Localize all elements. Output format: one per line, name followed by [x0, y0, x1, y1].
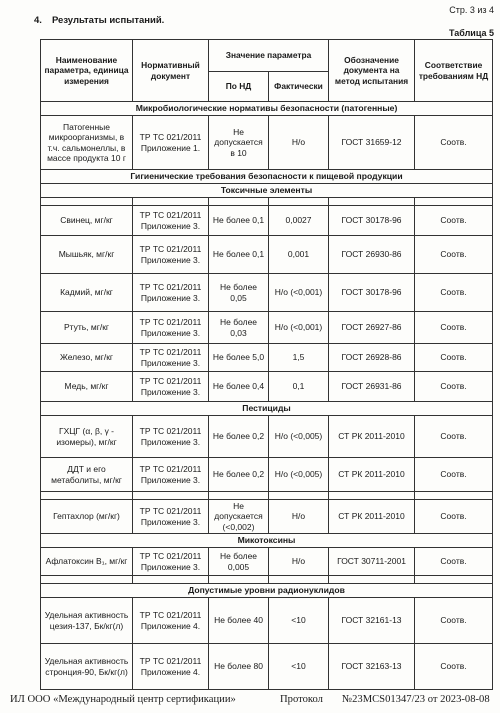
group-toxic: Токсичные элементы: [41, 184, 493, 198]
group-radio: Допустимые уровни радионуклидов: [41, 584, 493, 598]
cell-comp: Соотв.: [415, 116, 493, 170]
group-row: [41, 402, 493, 416]
group-mycotoxins: Микотоксины: [41, 534, 493, 548]
footer-protocol-label: Протокол: [280, 694, 323, 705]
cell-fact: Н/о (<0,001): [269, 274, 329, 312]
cell-nd: Не более 0,005: [209, 548, 269, 576]
group-micro: Микробиологические нормативы безопасности (патогенные): [41, 102, 493, 116]
cell-method: СТ РК 2011-2010: [329, 416, 415, 458]
cell-nd: Не более 0,4: [209, 372, 269, 402]
cell-nd: Не более 0,1: [209, 236, 269, 274]
table-row: [41, 312, 493, 344]
group-hygiene: Гигиенические требования безопасности к пищевой продукции: [41, 170, 493, 184]
table-row: [41, 344, 493, 372]
cell-param: Железо, мг/кг: [41, 344, 133, 372]
table-row: [41, 274, 493, 312]
cell-param: Медь, мг/кг: [41, 372, 133, 402]
cell-nd: Не более 0,05: [209, 274, 269, 312]
cell-fact: <10: [269, 644, 329, 690]
cell-nd: Не более 0,2: [209, 416, 269, 458]
cell-doc: ТР ТС 021/2011 Приложение 4.: [133, 598, 209, 644]
cell-comp: Соотв.: [415, 458, 493, 492]
table-row: [41, 206, 493, 236]
cell-fact: 0,001: [269, 236, 329, 274]
cell-param: Свинец, мг/кг: [41, 206, 133, 236]
cell-param: Афлатоксин B₁, мг/кг: [41, 548, 133, 576]
cell-param: Ртуть, мг/кг: [41, 312, 133, 344]
cell-doc: ТР ТС 021/2011 Приложение 1.: [133, 116, 209, 170]
cell-doc: ТР ТС 021/2011 Приложение 3.: [133, 274, 209, 312]
table-row: [41, 458, 493, 492]
cell-method: ГОСТ 30178-96: [329, 206, 415, 236]
cell-comp: Соотв.: [415, 274, 493, 312]
cell-comp: Соотв.: [415, 206, 493, 236]
results-table: [40, 39, 493, 690]
cell-fact: Н/о (<0,005): [269, 458, 329, 492]
footer-protocol-number: №23MCS01347/23 от 2023-08-08: [342, 694, 490, 705]
cell-fact: Н/о: [269, 500, 329, 534]
table-row: [41, 644, 493, 690]
header-by-nd: По НД: [209, 72, 269, 102]
cell-fact: <10: [269, 598, 329, 644]
table-row: [41, 500, 493, 534]
cell-doc: ТР ТС 021/2011 Приложение 3.: [133, 416, 209, 458]
group-pesticides: Пестициды: [41, 402, 493, 416]
header-method: Обозначение документа на метод испытания: [329, 40, 415, 102]
cell-doc: ТР ТС 021/2011 Приложение 4.: [133, 644, 209, 690]
group-row: [41, 534, 493, 548]
cell-comp: Соотв.: [415, 644, 493, 690]
cell-fact: 1,5: [269, 344, 329, 372]
header-value: Значение параметра: [209, 40, 329, 72]
cell-method: ГОСТ 26928-86: [329, 344, 415, 372]
cell-fact: Н/о (<0,005): [269, 416, 329, 458]
cell-doc: ТР ТС 021/2011 Приложение 3.: [133, 458, 209, 492]
cell-nd: Не более 0,2: [209, 458, 269, 492]
cell-method: ГОСТ 26927-86: [329, 312, 415, 344]
cell-param: Патогенные микроорганизмы, в т.ч. сальмонеллы, в массе продукта 10 г: [41, 116, 133, 170]
table-row: [41, 116, 493, 170]
cell-nd: Не более 0,03: [209, 312, 269, 344]
cell-nd: Не более 0,1: [209, 206, 269, 236]
cell-method: ГОСТ 30178-96: [329, 274, 415, 312]
header-norm-doc: Нормативный документ: [133, 40, 209, 102]
cell-fact: Н/о: [269, 548, 329, 576]
cell-method: ГОСТ 31659-12: [329, 116, 415, 170]
cell-method: ГОСТ 32161-13: [329, 598, 415, 644]
cell-param: Гептахлор (мг/кг): [41, 500, 133, 534]
cell-comp: Соотв.: [415, 500, 493, 534]
cell-method: ГОСТ 30711-2001: [329, 548, 415, 576]
cell-fact: Н/о (<0,001): [269, 312, 329, 344]
table-row: [41, 372, 493, 402]
cell-comp: Соотв.: [415, 344, 493, 372]
header-compliance: Соответствие требованиям НД: [415, 40, 493, 102]
cell-nd: Не допускается (<0,002): [209, 500, 269, 534]
cell-nd: Не более 80: [209, 644, 269, 690]
cell-method: СТ РК 2011-2010: [329, 458, 415, 492]
table-row: [41, 548, 493, 576]
cell-comp: Соотв.: [415, 236, 493, 274]
table-label: Таблица 5: [448, 28, 494, 38]
section-number: 4.: [34, 15, 42, 26]
cell-param: ДДТ и его метаболиты, мг/кг: [41, 458, 133, 492]
cell-comp: Соотв.: [415, 372, 493, 402]
cell-nd: Не более 5,0: [209, 344, 269, 372]
cell-param: Мышьяк, мг/кг: [41, 236, 133, 274]
cell-param: Кадмий, мг/кг: [41, 274, 133, 312]
cell-param: Удельная активность стронция-90, Бк/кг(л): [41, 644, 133, 690]
group-row: [41, 584, 493, 598]
cell-fact: Н/о: [269, 116, 329, 170]
cell-doc: ТР ТС 021/2011 Приложение 3.: [133, 372, 209, 402]
cell-method: ГОСТ 26931-86: [329, 372, 415, 402]
cell-method: ГОСТ 32163-13: [329, 644, 415, 690]
table-row: [41, 416, 493, 458]
cell-doc: ТР ТС 021/2011 Приложение 3.: [133, 548, 209, 576]
cell-nd: Не более 40: [209, 598, 269, 644]
footer-lab-name: ИЛ ООО «Международный центр сертификации»: [10, 694, 236, 705]
cell-doc: ТР ТС 021/2011 Приложение 3.: [133, 500, 209, 534]
header-param: Наименование параметра, единица измерения: [41, 40, 133, 102]
header-actual: Фактически: [269, 72, 329, 102]
cell-doc: ТР ТС 021/2011 Приложение 3.: [133, 344, 209, 372]
table-row: [41, 598, 493, 644]
section-title: Результаты испытаний.: [51, 15, 165, 26]
cell-param: ГХЦГ (α, β, γ - изомеры), мг/кг: [41, 416, 133, 458]
page-number: Стр. 3 из 4: [449, 5, 494, 15]
cell-comp: Соотв.: [415, 416, 493, 458]
section-heading: [34, 15, 164, 26]
cell-param: Удельная активность цезия-137, Бк/кг(л): [41, 598, 133, 644]
cell-comp: Соотв.: [415, 312, 493, 344]
group-row: [41, 184, 493, 198]
cell-doc: ТР ТС 021/2011 Приложение 3.: [133, 312, 209, 344]
cell-method: СТ РК 2011-2010: [329, 500, 415, 534]
cell-comp: Соотв.: [415, 548, 493, 576]
group-row: [41, 170, 493, 184]
cell-doc: ТР ТС 021/2011 Приложение 3.: [133, 236, 209, 274]
cell-nd: Не допускается в 10: [209, 116, 269, 170]
cell-comp: Соотв.: [415, 598, 493, 644]
cell-fact: 0,0027: [269, 206, 329, 236]
group-row: [41, 102, 493, 116]
cell-fact: 0,1: [269, 372, 329, 402]
table-row: [41, 236, 493, 274]
cell-doc: ТР ТС 021/2011 Приложение 3.: [133, 206, 209, 236]
cell-method: ГОСТ 26930-86: [329, 236, 415, 274]
